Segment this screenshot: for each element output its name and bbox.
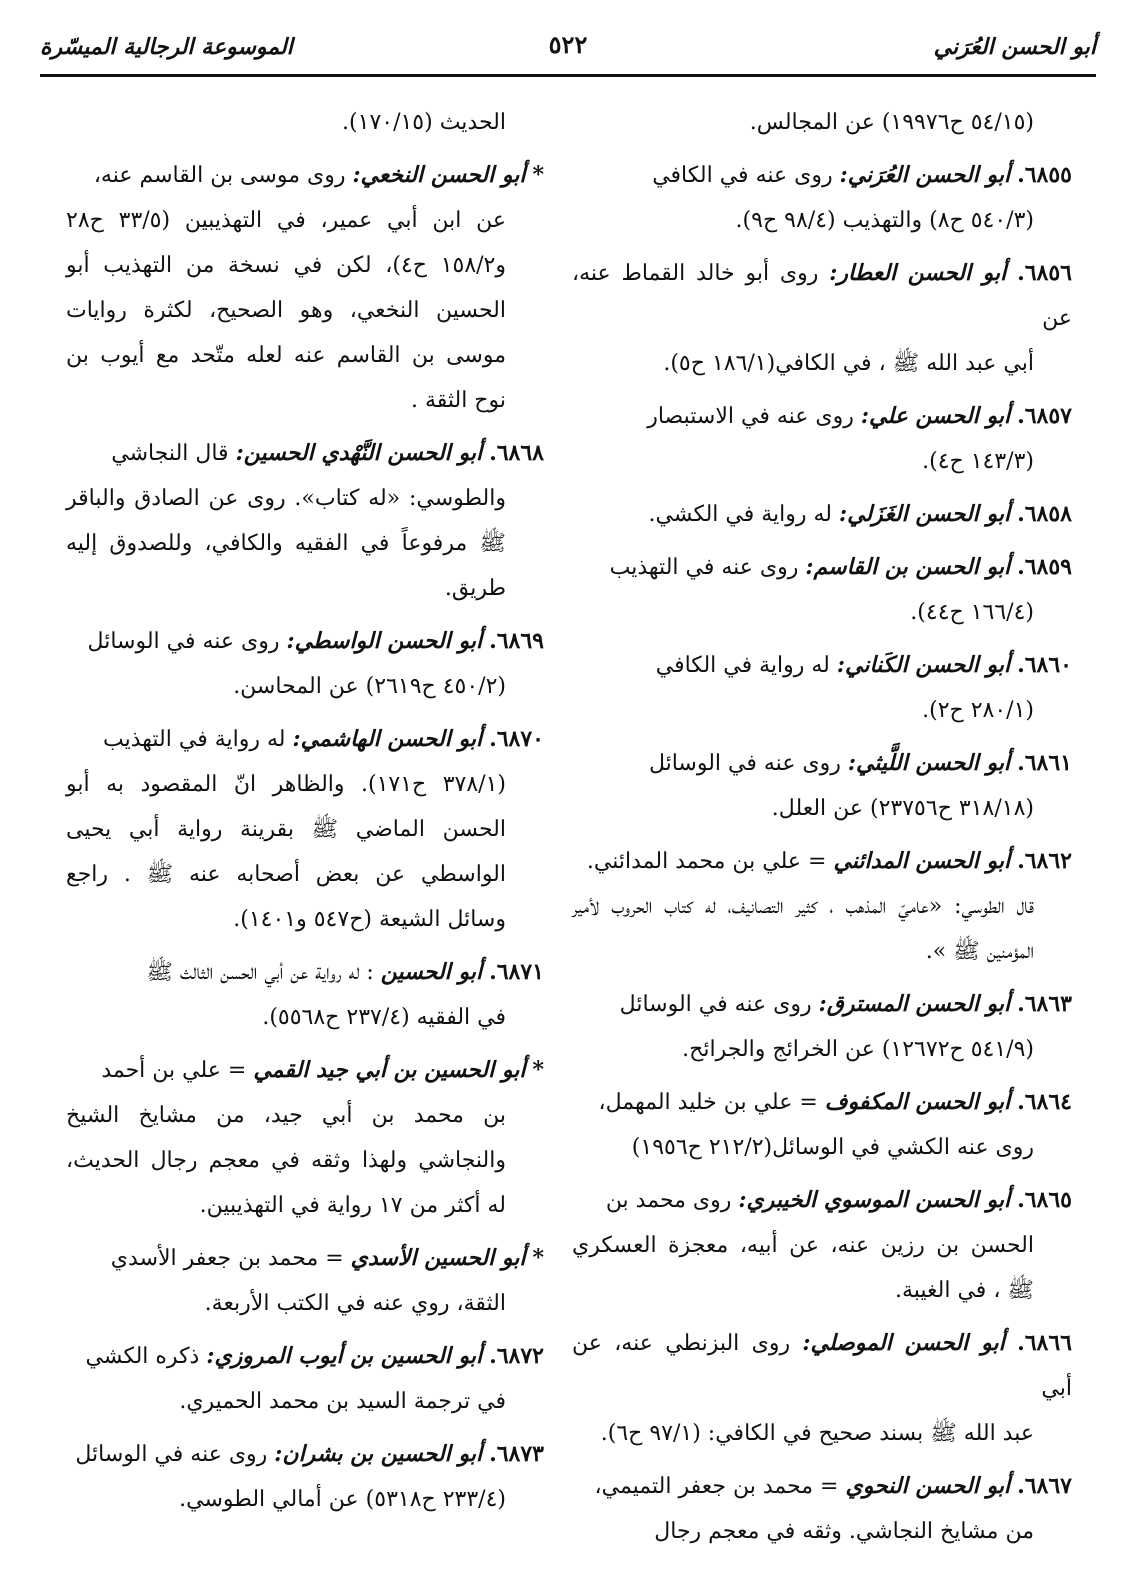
entry-number: ٦٨٥٩.: [1017, 554, 1072, 580]
entry-name: أبو الحسين بن أبي جيد القمي: [253, 1057, 526, 1083]
entry-text: روى عنه في الوسائل: [75, 1442, 275, 1467]
entry-continuation: عن ابن أبي عمير، في التهذيبين (٣٣/٥ ح٢٨ و١٥٨/٢ ح٤)، لكن في نسخة من التهذيب أبو الحسين النخعي، وهو الصحيح، لكثرة روايات موسى بن القاسم عنه لعله متّحد مع أيوب بن نوح الثقة .: [66, 208, 506, 413]
entry: [572, 545, 1072, 635]
entry: [572, 1178, 1072, 1313]
entry: [572, 982, 1072, 1072]
entry-name: أبو الحسين الأسدي: [350, 1245, 526, 1271]
entry-name: أبو الحسن الموصلي:: [802, 1330, 1005, 1356]
entry-text: = علي بن محمد المدائني.: [586, 849, 834, 874]
entry-name: أبو الحسن النخعي:: [352, 162, 526, 188]
entry-name: أبو الحسين بن بشران:: [274, 1441, 483, 1467]
entry-number: ٦٨٦٧.: [1017, 1473, 1072, 1499]
entry-continuation: (٤٥٠/٢ ح٢٦١٩) عن المحاسن.: [233, 674, 506, 699]
entry-number: *: [532, 162, 544, 188]
entry-text: روى البزنطي عنه، عن أبي: [572, 1331, 1072, 1401]
entry-name: أبو الحسن الغَزَلي:: [839, 501, 1011, 527]
entry-name: أبو الحسن المدائني: [833, 848, 1011, 874]
entry-name: أبو الحسن الموسوي الخيبري:: [738, 1187, 1011, 1213]
entry-continuation: (٥٤١/٩ ح١٢٦٧٢) عن الخرائج والجرائح.: [682, 1037, 1034, 1062]
continuation-text: (٥٤/١٥ ح١٩٩٧٦) عن المجالس.: [749, 110, 1034, 135]
entry-number: ٦٨٦٦.: [1017, 1330, 1072, 1356]
entry-name: أبو الحسن العطار:: [829, 260, 1007, 286]
entry-name: أبو الحسين بن أيوب المروزي:: [206, 1343, 483, 1369]
page-number: ٥٢٢: [548, 30, 588, 59]
entry: [66, 1048, 544, 1228]
entry-number: ٦٨٦٩.: [489, 628, 544, 654]
entry-name: أبو الحسن النَّهْدي الحسين:: [235, 440, 483, 466]
entry-number: ٦٨٦٥.: [1017, 1187, 1072, 1213]
entry-continuation: في ترجمة السيد بن محمد الحميري.: [179, 1389, 506, 1414]
entry: [572, 394, 1072, 484]
entry-text: روى موسى بن القاسم عنه،: [93, 163, 353, 188]
entry-continuation: (١٦٦/٤ ح٤٤).: [910, 600, 1034, 625]
entry-text: = محمد بن جعفر التميمي،: [594, 1474, 846, 1499]
entry-continuation: (٢٨٠/١ ح٢).: [922, 698, 1034, 723]
entry-text: روى محمد بن: [605, 1188, 739, 1213]
entry-text: قال النجاشي: [111, 441, 236, 466]
entry-continuation: روى عنه الكشي في الوسائل(٢١٢/٢ ح١٩٥٦): [631, 1135, 1034, 1160]
entry: [66, 1236, 544, 1326]
entry-text: روى عنه في الاستبصار: [647, 404, 861, 429]
entry-continuation: من مشايخ النجاشي. وثقه في معجم رجال: [654, 1519, 1034, 1544]
entry-continuation: أبي عبد الله ﷺ ، في الكافي(١٨٦/١ ح٥).: [663, 351, 1034, 376]
entry: [66, 1334, 544, 1424]
entry: [66, 619, 544, 709]
entry-number: ٦٨٦٠.: [1017, 652, 1072, 678]
entry-text: = علي بن خليد المهمل،: [598, 1090, 825, 1115]
entry-number: ٦٨٧٣.: [489, 1441, 544, 1467]
entry-name: أبو الحسن الهاشمي:: [292, 726, 483, 752]
entry-number: *: [532, 1057, 544, 1083]
entry-number: ٦٨٥٨.: [1017, 501, 1072, 527]
entry-continuation: (٢٣٣/٤ ح٥٣١٨) عن أمالي الطوسي.: [179, 1487, 506, 1512]
entry-number: ٦٨٧٠.: [489, 726, 544, 752]
entry-number: ٦٨٦٤.: [1017, 1089, 1072, 1115]
entry-text: روى أبو خالد القماط عنه، عن: [572, 261, 1072, 331]
continuation-text: الحديث (١٧٠/١٥).: [342, 110, 506, 135]
entry-number: ٦٨٧١.: [489, 959, 544, 985]
entry-name: أبو الحسن الواسطي:: [286, 628, 483, 654]
entry-continuation: بن محمد بن أبي جيد، من مشايخ الشيخ والنجاشي ولهذا وثقه في معجم رجال الحديث، له أكثر من ١٧ رواية في التهذيبين.: [66, 1103, 506, 1218]
entry-text: ذكره الكشي: [85, 1344, 207, 1369]
entry-name: أبو الحسن اللَّيثي:: [847, 750, 1011, 776]
entry-number: ٦٨٦٢.: [1017, 848, 1072, 874]
right-column: [572, 100, 1072, 1562]
entry-number: *: [532, 1245, 544, 1271]
entry: [572, 839, 1072, 974]
entry-continuation: الحسن بن رزين عنه، عن أبيه، معجزة العسكري ﷺ ، في الغيبة.: [572, 1233, 1034, 1303]
entry: [572, 251, 1072, 386]
entry-number: ٦٨٦١.: [1017, 750, 1072, 776]
entry: [66, 1432, 544, 1522]
entry-text: روى عنه في الوسائل: [87, 629, 287, 654]
entry-number: ٦٨٥٥.: [1017, 162, 1072, 188]
entry: [66, 717, 544, 942]
entry-name: أبو الحسن الكَناني:: [836, 652, 1011, 678]
entry: [66, 950, 544, 1040]
entry-continuation: عبد الله ﷺ بسند صحيح في الكافي: (٩٧/١ ح٦).: [600, 1421, 1034, 1446]
entry-number: ٦٨٧٢.: [489, 1343, 544, 1369]
entry-text: روى عنه في الوسائل: [619, 992, 819, 1017]
entry-text: له رواية في التهذيب: [103, 727, 293, 752]
entry-text: : له رواية عن أبي الحسن الثالث ﷺ: [146, 960, 381, 985]
entry-continuation: (٥٤٠/٣ ح٨) والتهذيب (٩٨/٤ ح٩).: [735, 208, 1034, 233]
entry-continuation: (١٤٣/٣ ح٤).: [922, 449, 1034, 474]
entry-name: أبو الحسن العُرَني:: [839, 162, 1011, 188]
entry-text: = علي بن أحمد: [101, 1058, 254, 1083]
entry-continuation: في الفقيه (٢٣٧/٤ ح٥٥٦٨).: [262, 1005, 506, 1030]
entry-number: ٦٨٦٣.: [1017, 991, 1072, 1017]
entry-name: أبو الحسن بن القاسم:: [805, 554, 1011, 580]
running-title-left: الموسوعة الرجالية الميسّرة: [40, 34, 293, 60]
entry-text: روى عنه في الكافي: [652, 163, 840, 188]
entry-text: روى عنه في التهذيب: [609, 555, 806, 580]
left-column: [66, 100, 544, 1530]
entry-number: ٦٨٥٧.: [1017, 403, 1072, 429]
entry-continuation: (٣٧٨/١ ح١٧١). والظاهر انّ المقصود به أبو الحسن الماضي ﷺ بقرينة رواية أبي يحيى الواسطي عن بعض أصحابه عنه ﷺ . راجع وسائل الشيعة (ح٥٤٧ و١٤٠١).: [66, 772, 506, 932]
page-header: [40, 28, 1096, 77]
entry-text: = محمد بن جعفر الأسدي: [110, 1246, 351, 1271]
entry: [66, 431, 544, 611]
entry-name: أبو الحسين: [380, 959, 483, 985]
entry-number: ٦٨٥٦.: [1017, 260, 1072, 286]
entry-name: أبو الحسن المسترق:: [818, 991, 1011, 1017]
entry-text: له رواية في الكشي.: [648, 502, 840, 527]
entry-continuation: قال الطوسي: «عاميّ المذهب ، كثير التصانيف، له كتاب الحروب لأمير المؤمنين ﷺ ».: [572, 894, 1034, 964]
entry: [572, 741, 1072, 831]
entry-text: له رواية في الكافي: [655, 653, 837, 678]
entry-name: أبو الحسن النحوي: [845, 1473, 1011, 1499]
entry: [572, 153, 1072, 243]
entry: [572, 1080, 1072, 1170]
entry: [572, 492, 1072, 537]
entry-name: أبو الحسن علي:: [860, 403, 1011, 429]
running-title-right: أبو الحسن العُرَني: [933, 34, 1096, 60]
entry-text: روى عنه في الوسائل: [648, 751, 848, 776]
entry-continuation: الثقة، روي عنه في الكتب الأربعة.: [204, 1291, 506, 1316]
entry-continuation: والطوسي: «له كتاب». روى عن الصادق والباقر ﷺ مرفوعاً في الفقيه والكافي، وللصدوق إليه طريق.: [66, 486, 506, 601]
entry: [572, 643, 1072, 733]
entry: [66, 153, 544, 423]
entry: [572, 1464, 1072, 1554]
entry-number: ٦٨٦٨.: [489, 440, 544, 466]
entry: [572, 1321, 1072, 1456]
entry-name: أبو الحسن المكفوف: [824, 1089, 1011, 1115]
entry-continuation: (٣١٨/١٨ ح٢٣٧٥٦) عن العلل.: [771, 796, 1034, 821]
